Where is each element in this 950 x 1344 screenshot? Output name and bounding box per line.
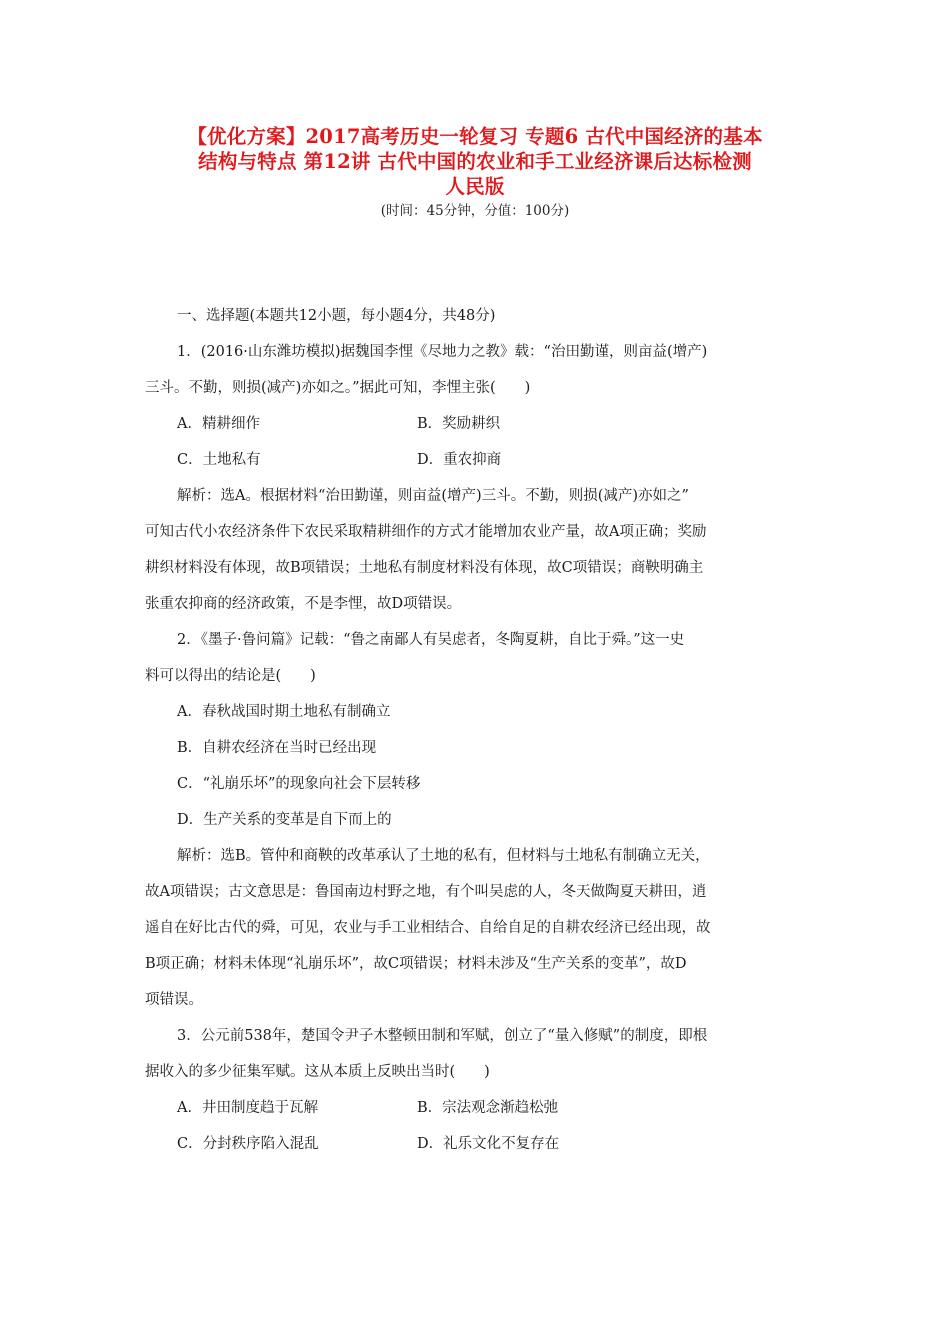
option-a: A．井田制度趋于瓦解: [177, 1100, 318, 1116]
title-line: 人民版: [445, 175, 505, 198]
option-b: B．奖励耕织: [417, 416, 501, 432]
options-row: [145, 442, 810, 478]
question-stem-line: 三斗。不勤，则损(减产)亦如之。”据此可知，李悝主张( ): [145, 380, 531, 396]
analysis-line: 项错误。: [145, 992, 203, 1008]
option-d: D．生产关系的变革是自下而上的: [177, 812, 392, 828]
question-stem-line: 据收入的多少征集军赋。这从本质上反映出当时( ): [145, 1064, 490, 1080]
question-2: [145, 622, 810, 1018]
option-a: A．春秋战国时期土地私有制确立: [177, 704, 391, 720]
title-line: 【优化方案】2017高考历史一轮复习 专题6 古代中国经济的基本: [187, 125, 763, 148]
section-heading: 一、选择题(本题共12小题，每小题4分，共48分): [177, 308, 496, 324]
analysis-line: 解析：选B。管仲和商鞅的改革承认了土地的私有，但材料与土地私有制确立无关，: [177, 848, 710, 864]
question-stem-line: 料可以得出的结论是( ): [145, 668, 316, 684]
option-d: D．重农抑商: [417, 452, 502, 468]
option-d: D．礼乐文化不复存在: [417, 1136, 560, 1152]
document-body: [145, 298, 810, 1162]
document-title: [140, 124, 810, 199]
analysis-line: 耕织材料没有体现，故B项错误；土地私有制度材料没有体现，故C项错误；商鞅明确主: [145, 560, 704, 576]
options-row: [145, 406, 810, 442]
option-c: C．分封秩序陷入混乱: [177, 1136, 319, 1152]
option-c: C．“礼崩乐坏”的现象向社会下层转移: [177, 776, 421, 792]
option-b: B．宗法观念渐趋松弛: [417, 1100, 559, 1116]
analysis-line: B项正确；材料未体现“礼崩乐坏”，故C项错误；材料未涉及“生产关系的变革”，故D: [145, 956, 687, 972]
time-and-score: (时间：45分钟，分值：100分): [380, 203, 570, 219]
analysis-line: 可知古代小农经济条件下农民采取精耕细作的方式才能增加农业产量，故A项正确；奖励: [145, 524, 707, 540]
options-row: [145, 1090, 810, 1126]
option-b: B．自耕农经济在当时已经出现: [177, 740, 377, 756]
option-a: A．精耕细作: [177, 416, 260, 432]
option-c: C．土地私有: [177, 452, 261, 468]
title-line: 结构与特点 第12讲 古代中国的农业和手工业经济课后达标检测: [198, 150, 752, 173]
analysis-line: 解析：选A。根据材料“治田勤谨，则亩益(增产)三斗。不勤，则损(减产)亦如之”: [177, 488, 689, 504]
question-stem-line: 2．《墨子·鲁问篇》记载：“鲁之南鄙人有吴虑者，冬陶夏耕，自比于舜。”这一史: [177, 632, 685, 648]
analysis-line: 遥自在好比古代的舜，可见，农业与手工业相结合、自给自足的自耕农经济已经出现，故: [145, 920, 711, 936]
question-stem-line: 3．公元前538年，楚国令尹子木整顿田制和军赋，创立了“量入修赋”的制度，即根: [177, 1028, 708, 1044]
analysis-line: 张重农抑商的经济政策，不是李悝，故D项错误。: [145, 596, 462, 612]
question-1: [145, 334, 810, 622]
options-row: [145, 1126, 810, 1162]
question-stem-line: 1．(2016·山东潍坊模拟)据魏国李悝《尽地力之教》载：“治田勤谨，则亩益(增产): [177, 344, 708, 360]
analysis-line: 故A项错误；古文意思是：鲁国南边村野之地，有个叫吴虑的人，冬天做陶夏天耕田，逍: [145, 884, 707, 900]
question-3: [145, 1018, 810, 1162]
